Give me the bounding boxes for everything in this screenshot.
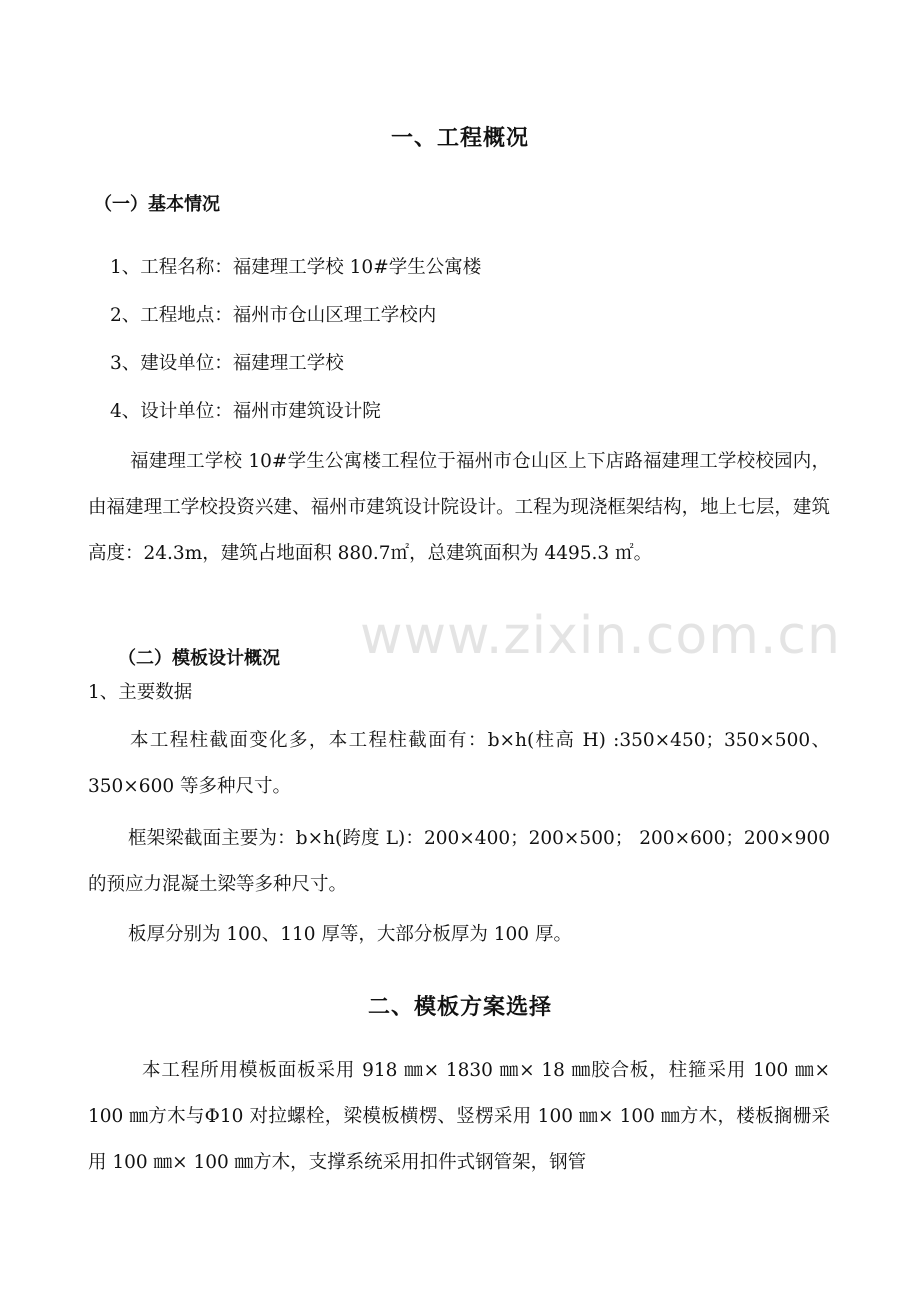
subsection-1-title: （一）基本情况 — [94, 194, 220, 215]
slab-thickness-paragraph: 板厚分别为 100、110 厚等，大部分板厚为 100 厚。 — [128, 924, 572, 945]
formwork-scheme-paragraph: 本工程所用模板面板采用 918 ㎜× 1830 ㎜× 18 ㎜胶合板，柱箍采用 100 ㎜× 100 ㎜方木与Φ10 对拉螺栓，梁模板横楞、竖楞采用 100 ㎜× 100 ㎜方木，楼板搁栅采用 100 ㎜× 100 ㎜方木，支撑系统采用扣件式钢管架，钢管 — [88, 1060, 830, 1173]
beam-section-paragraph: 框架梁截面主要为：b×h(跨度 L)：200×400；200×500； 200×600；200×900 的预应力混凝土梁等多种尺寸。 — [88, 828, 830, 895]
section-1-title: 一、工程概况 — [390, 126, 529, 151]
subsection-2-title: （二）模板设计概况 — [118, 648, 280, 669]
info-item-project-name: 1、工程名称：福建理工学校 10#学生公寓楼 — [110, 257, 482, 278]
section-2-title: 二、模板方案选择 — [367, 995, 552, 1020]
main-data-heading: 1、主要数据 — [88, 682, 193, 703]
info-item-designer: 4、设计单位：福州市建筑设计院 — [110, 401, 381, 422]
info-item-project-location: 2、工程地点：福州市仓山区理工学校内 — [110, 305, 437, 326]
column-section-paragraph: 本工程柱截面变化多，本工程柱截面有：b×h(柱高 H) :350×450；350×500、350×600 等多种尺寸。 — [88, 730, 830, 797]
project-description-paragraph: 福建理工学校 10#学生公寓楼工程位于福州市仓山区上下店路福建理工学校校园内，由福建理工学校投资兴建、福州市建筑设计院设计。工程为现浇框架结构，地上七层，建筑高度：24.3m，建筑占地面积 880.7㎡，总建筑面积为 4495.3 ㎡。 — [88, 451, 830, 564]
info-item-builder: 3、建设单位：福建理工学校 — [110, 353, 344, 374]
watermark-text: www.zixin.com.cn — [360, 606, 841, 666]
